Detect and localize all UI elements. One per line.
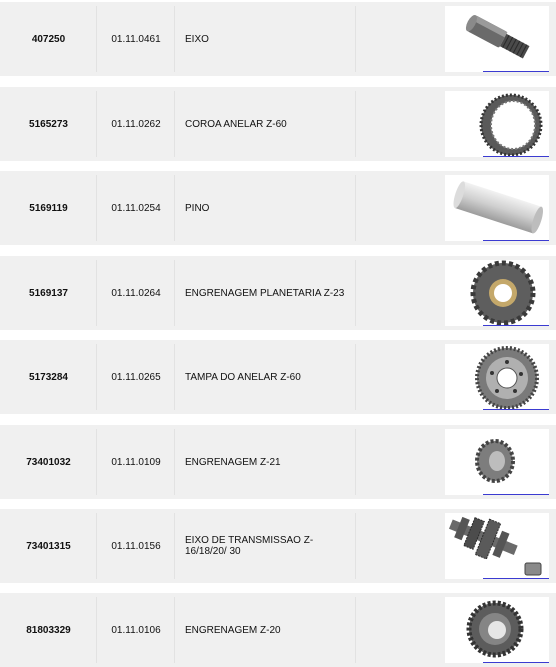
table-row [0, 509, 556, 583]
gear-icon [445, 429, 549, 495]
part-description: PINO [185, 202, 210, 214]
part-thumbnail[interactable] [445, 91, 549, 157]
part-description: ENGRENAGEM Z-20 [185, 624, 281, 636]
part-reference: 01.11.0461 [111, 33, 161, 45]
part-thumbnail[interactable] [445, 597, 549, 663]
pin-icon [445, 175, 549, 241]
part-thumbnail[interactable] [445, 260, 549, 326]
part-reference: 01.11.0156 [111, 540, 161, 552]
part-code: 5173284 [29, 371, 68, 383]
ring-cover-icon [445, 344, 549, 410]
part-description: COROA ANELAR Z-60 [185, 118, 287, 130]
part-thumbnail[interactable] [445, 429, 549, 495]
transmission-shaft-icon [445, 513, 549, 579]
table-row [0, 340, 556, 414]
part-reference: 01.11.0254 [111, 202, 161, 214]
part-code: 5165273 [29, 118, 68, 130]
part-description: ENGRENAGEM Z-21 [185, 456, 281, 468]
table-row [0, 87, 556, 161]
part-reference: 01.11.0264 [111, 287, 161, 299]
table-row [0, 593, 556, 667]
table-row [0, 256, 556, 330]
planetary-gear-icon [445, 260, 549, 326]
part-reference: 01.11.0106 [111, 624, 161, 636]
part-code: 5169119 [29, 202, 68, 214]
part-thumbnail[interactable] [445, 6, 549, 72]
part-reference: 01.11.0265 [111, 371, 161, 383]
part-reference: 01.11.0109 [111, 456, 161, 468]
table-row [0, 171, 556, 245]
table-row [0, 425, 556, 499]
table-row [0, 2, 556, 76]
part-code: 73401315 [26, 540, 71, 552]
part-description: ENGRENAGEM PLANETARIA Z-23 [185, 287, 345, 299]
part-reference: 01.11.0262 [111, 118, 161, 130]
part-thumbnail[interactable] [445, 344, 549, 410]
part-code: 81803329 [26, 624, 71, 636]
ring-gear-icon [445, 91, 549, 157]
part-code: 407250 [31, 33, 66, 45]
part-code: 73401032 [26, 456, 71, 468]
part-description: EIXO [185, 33, 209, 45]
helical-gear-icon [445, 597, 549, 663]
part-thumbnail[interactable] [445, 513, 549, 579]
part-description: TAMPA DO ANELAR Z-60 [185, 371, 301, 383]
part-code: 5169137 [29, 287, 68, 299]
shaft-icon [445, 6, 549, 72]
part-thumbnail[interactable] [445, 175, 549, 241]
part-description: EIXO DE TRANSMISSAO Z-16/18/20/ 30 [185, 535, 314, 557]
